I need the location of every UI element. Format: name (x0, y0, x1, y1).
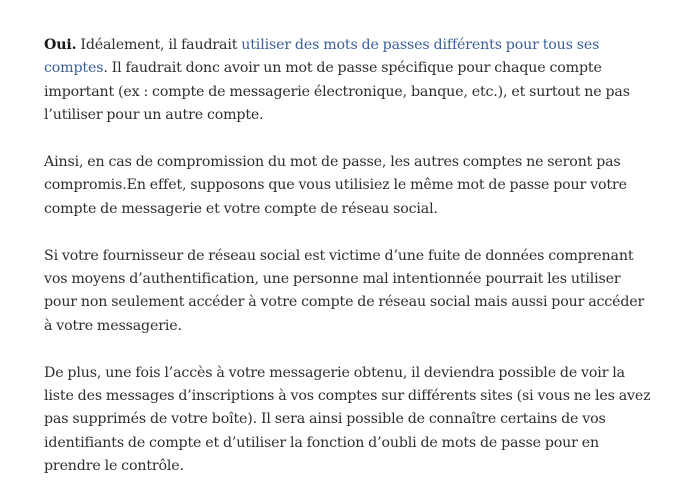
paragraph-2: Ainsi, en cas de compromission du mot de passe, les autres comptes ne seront pas compromis.En effet, supposons que vous utilisiez le même mot de passe pour votre compte de messagerie et votre compte de réseau social. (44, 154, 627, 217)
article-body (44, 34, 656, 502)
paragraph-lead: Oui. (44, 37, 77, 53)
paragraph-3: Si votre fournisseur de réseau social est victime d’une fuite de données comprenant vos moyens d’authentification, une personne mal intentionnée pourrait les utiliser pour non seulement accéder à votre compte de réseau social mais aussi pour accéder à votre messagerie. (44, 247, 645, 334)
paragraph-1 (44, 34, 656, 128)
paragraph-4: De plus, une fois l’accès à votre messagerie obtenu, il deviendra possible de voir la liste des messages d’inscriptions à vos comptes sur différents sites (si vous ne les avez pas supprimés de votre boîte). Il sera ainsi possible de connaître certains de vos identifiants de compte et d’utiliser la fonction d’oubli de mots de passe pour en prendre le contrôle. (44, 364, 651, 475)
paragraph-1-text-start: Idéalement, il faudrait (76, 37, 242, 53)
paragraph-1-text-end: . Il faudrait donc avoir un mot de passe spécifique pour chaque compte important (ex : compte de messagerie électronique, banque, etc.), et surtout ne pas l’utiliser pour un autre compte. (44, 60, 630, 124)
password-advice-link[interactable]: utiliser des mots de passes différents pour tous ses comptes (44, 37, 600, 77)
